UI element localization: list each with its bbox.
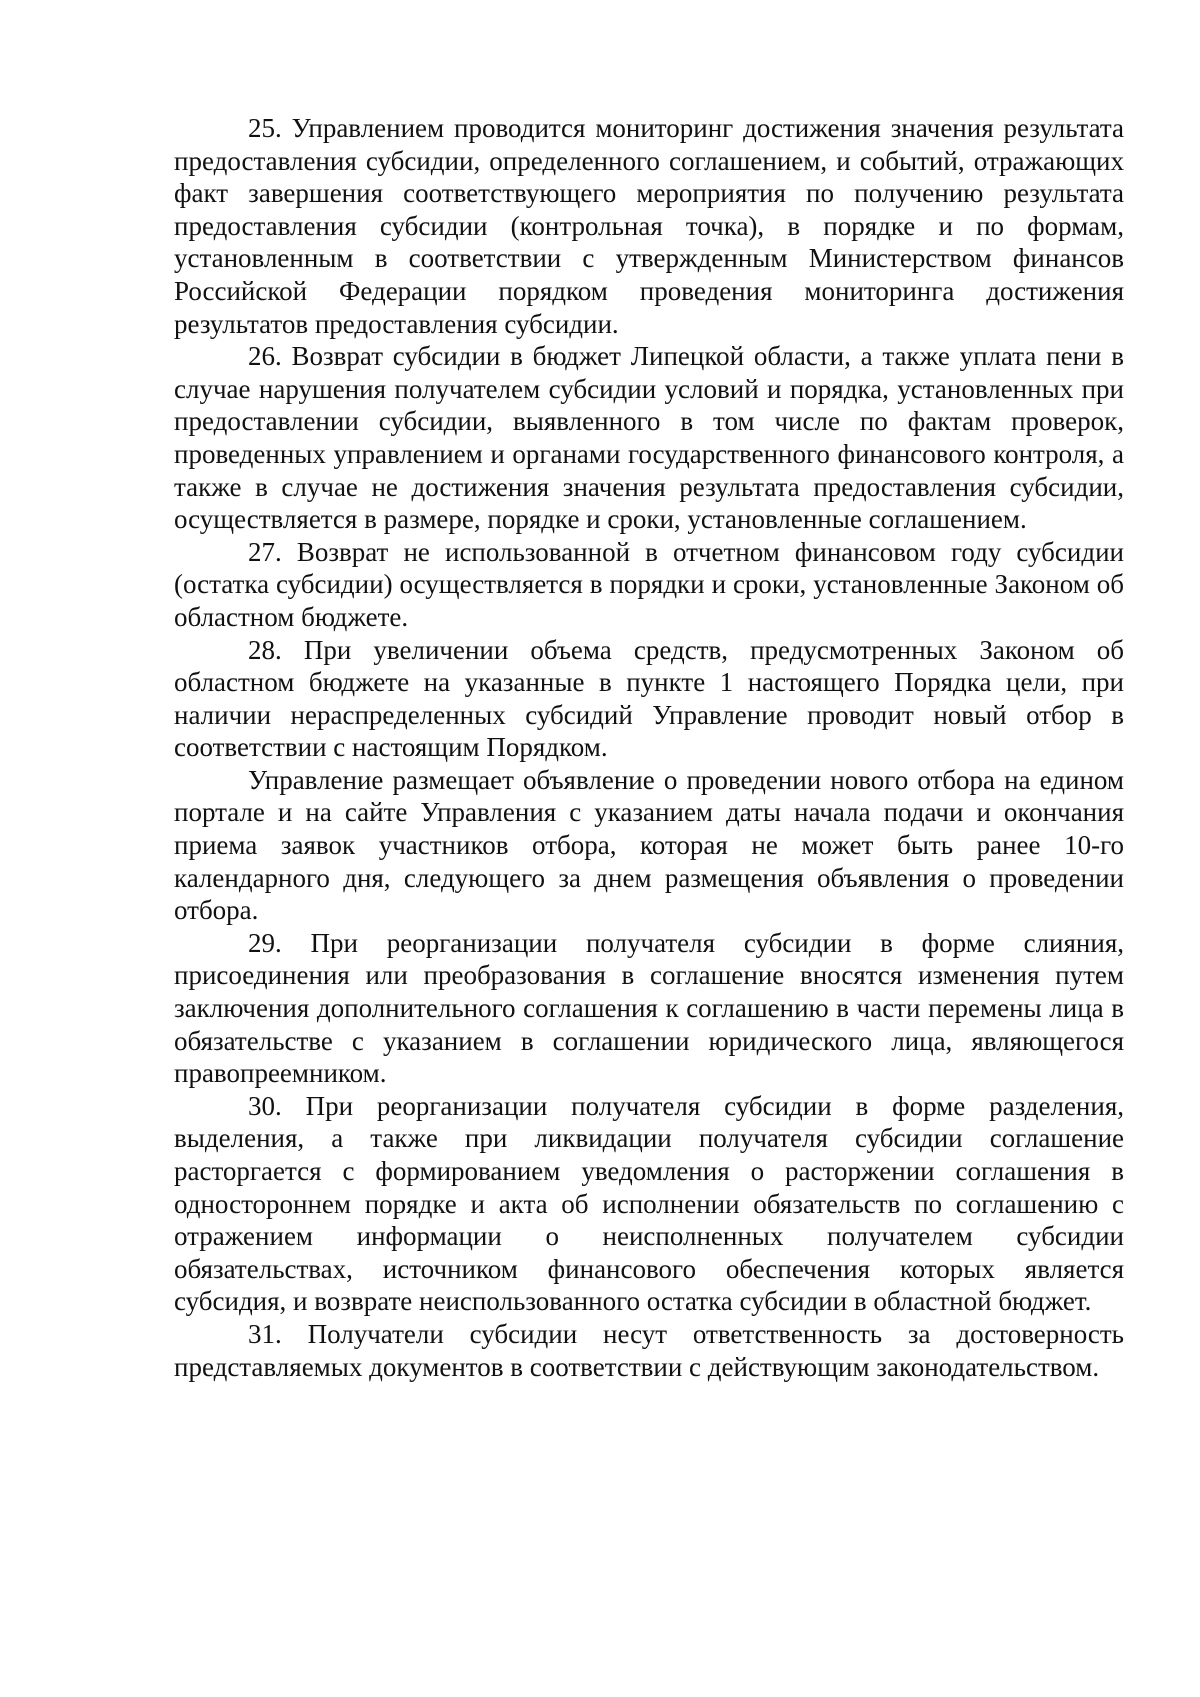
- document-body: [174, 112, 1124, 1383]
- paragraph-25: 25. Управлением проводится мониторинг достижения значения результата предоставления субсидии, определенного соглашением, и событий, отражающих факт завершения соответствующего мероприятия по получению результата предоставления субсидии (контрольная точка), в порядке и по формам, установленным в соответствии с утвержденным Министерством финансов Российской Федерации порядком проведения мониторинга достижения результатов предоставления субсидии.: [174, 113, 1124, 339]
- paragraph-29: 29. При реорганизации получателя субсидии в форме слияния, присоединения или преобразования в соглашение вносятся изменения путем заключения дополнительного соглашения к соглашению в части перемены лица в обязательстве с указанием в соглашении юридического лица, являющегося правопреемником.: [174, 927, 1124, 1089]
- paragraph-28: 28. При увеличении объема средств, предусмотренных Законом об областном бюджете на указанные в пункте 1 настоящего Порядка цели, при наличии нераспределенных субсидий Управление проводит новый отбор в соответствии с настоящим Порядком.: [174, 634, 1124, 763]
- paragraph-28-continued: Управление размещает объявление о проведении нового отбора на едином портале и на сайте Управления с указанием даты начала подачи и окончания приема заявок участников отбора, которая не может быть ранее 10-го календарного дня, следующего за днем размещения объявления о проведении отбора.: [174, 764, 1124, 926]
- paragraph-30: 30. При реорганизации получателя субсидии в форме разделения, выделения, а также при ликвидации получателя субсидии соглашение расторгается с формированием уведомления о расторжении соглашения в одностороннем порядке и акта об исполнении обязательств по соглашению с отражением информации о неисполненных получателем субсидии обязательствах, источником финансового обеспечения которых является субсидия, и возврате неиспользованного остатка субсидии в областной бюджет.: [174, 1090, 1124, 1317]
- paragraph-27: 27. Возврат не использованной в отчетном финансовом году субсидии (остатка субсидии) осуществляется в порядки и сроки, установленные Законом об областном бюджете.: [174, 536, 1124, 632]
- paragraph-31: 31. Получатели субсидии несут ответственность за достоверность представляемых документов в соответствии с действующим законодательством.: [174, 1318, 1124, 1382]
- paragraph-26: 26. Возврат субсидии в бюджет Липецкой области, а также уплата пени в случае нарушения получателем субсидии условий и порядка, установленных при предоставлении субсидии, выявленного в том числе по фактам проверок, проведенных управлением и органами государственного финансового контроля, а также в случае не достижения значения результата предоставления субсидии, осуществляется в размере, порядке и сроки, установленные соглашением.: [174, 341, 1124, 535]
